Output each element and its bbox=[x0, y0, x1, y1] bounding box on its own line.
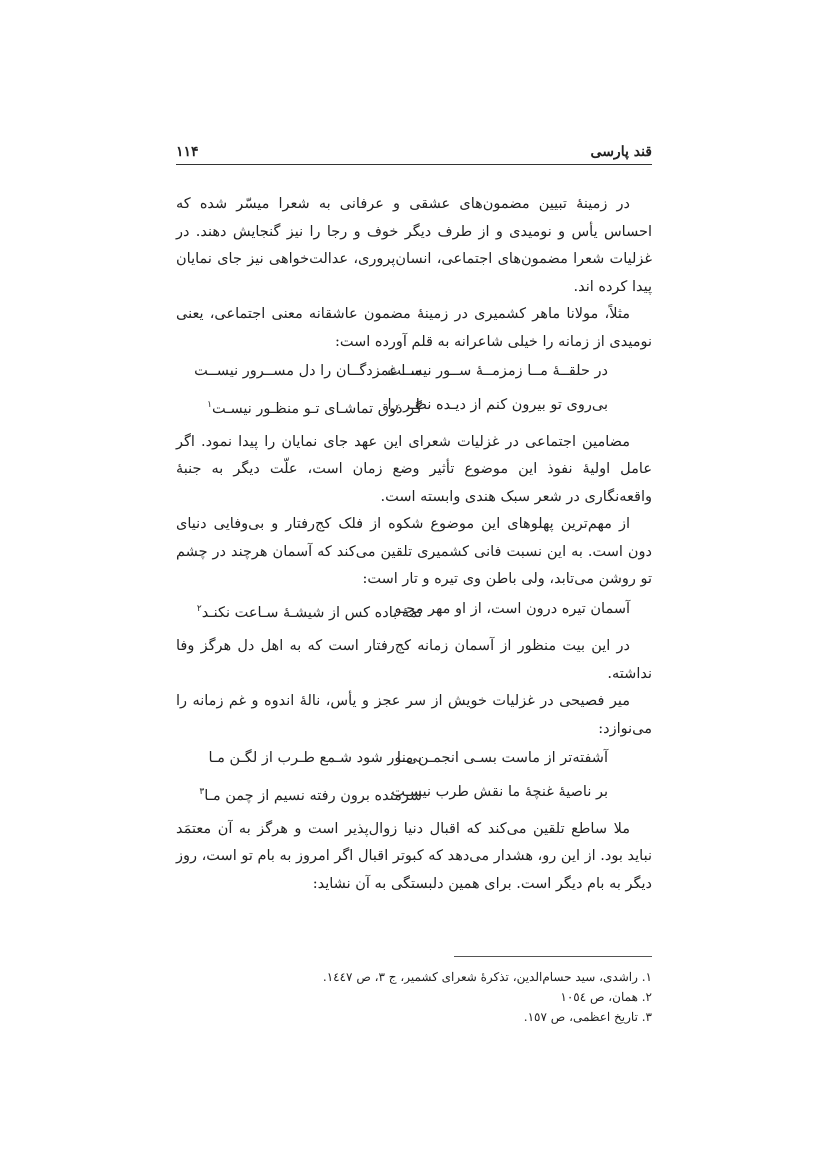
verse-line bbox=[176, 596, 652, 627]
hemistich: مــا غمزدگــان را دل مســرور نیســت bbox=[194, 363, 422, 379]
hemistich: آسمان تیره درون است، از او مهر مجـو bbox=[394, 600, 630, 617]
verse-line bbox=[176, 745, 652, 773]
footnotes bbox=[176, 967, 652, 1027]
verse-line bbox=[176, 779, 652, 810]
paragraph: مثلاً، مولانا ماهر کشمیری در زمینهٔ مضمون عاشقانه معنی اجتماعی، یعنی نومیدی از زمانه را خیلی شاعرانه به قلم آورده است: bbox=[176, 306, 652, 350]
hemistich bbox=[197, 596, 422, 627]
hemistich: آشفته‌تر از ماست بسـی انجمـن مـا bbox=[396, 750, 608, 767]
hemistich-text: شرمنده برون رفته نسیم از چمن مـا bbox=[204, 787, 422, 804]
hemistich bbox=[199, 779, 422, 810]
verse-line bbox=[176, 392, 652, 423]
running-header bbox=[176, 140, 652, 165]
footnote: ۱. راشدی، سید حسام‌الدین، تذکرهٔ شعرای کشمیر، ج ۳، ص ۱٤٤۷. bbox=[322, 970, 652, 985]
hemistich: بی‌روی تو بیرون کنم از دیـده نظـر را bbox=[387, 396, 608, 413]
paragraph: از مهم‌ترین پهلوهای این موضوع شکوه از فلک کج‌رفتار و بی‌وفایی دنیای دون است. به این نسبت فانی کشمیری تلقین می‌کند که آسمان هرچند در چشم تو روشن می‌تابد، ولی باطن وی تیره و تار است: bbox=[176, 516, 652, 588]
footnote: ۳. تاریخ اعظمی، ص ۱٥۷. bbox=[523, 1010, 652, 1025]
paragraph: در این بیت منظور از آسمان زمانه کج‌رفتار است که به اهل دل هرگز وفا نداشته. bbox=[176, 638, 652, 682]
hemistich bbox=[207, 392, 422, 423]
footnote-marker: ۲ bbox=[196, 603, 202, 614]
verse-line bbox=[176, 358, 652, 386]
paragraph: ملا ساطع تلقین می‌کند که اقبال دنیا زوال‌پذیر است و هرگز به آن معتمَد نباید بود. از این رو، هشدار می‌دهد که کبوتر اقبال اگر امروز به بام تو است، روز دیگر به بام دیگر است. برای همین دلبستگی به آن نشاید: bbox=[176, 820, 652, 892]
hemistich: بی‌نور شود شـمع طـرب از لگـن مـا bbox=[208, 750, 422, 767]
book-title: قند پارسی bbox=[590, 144, 652, 160]
paragraph: در زمینهٔ تبیین مضمون‌های عشقی و عرفانی به شعرا میسّر شده که احساس یأس و نومیدی و از طرف دیگر خوف و رجا را نیز گنجایش دهند. در غزلیات شعرا مضمون‌های اجتماعی، انسان‌پروری، عدالت‌خواهی نیز جای نمایان پیدا کرده اند. bbox=[176, 196, 652, 295]
footnote-divider bbox=[454, 956, 652, 957]
paragraph: میر فصیحی در غزلیات خویش از سر عجز و یأس، نالهٔ اندوه و غم زمانه را می‌نوازد: bbox=[176, 693, 652, 737]
page-number: ۱۱۴ bbox=[176, 144, 199, 160]
footnote: ۲. همان، ص ۱۰٥٤ bbox=[560, 990, 652, 1005]
footnote-marker: ۱ bbox=[207, 399, 212, 410]
body-text bbox=[176, 191, 652, 898]
hemistich-text: تمهٔ باده کس از شیشـهٔ سـاعت نکنـد bbox=[201, 604, 422, 621]
document-page bbox=[176, 140, 652, 1027]
hemistich: بر ناصیهٔ غنچهٔ ما نقش طرب نیسـت bbox=[391, 783, 608, 800]
paragraph: مضامین اجتماعی در غزلیات شعرای این عهد جای نمایان را پیدا نمود. اگر عامل اولیهٔ نفوذ این موضوع تأثیر وضع زمان است، علّت دیگر به جنبهٔ واقعه‌نگاری در شعر سبک هندی وابسته است. bbox=[176, 433, 652, 505]
hemistich: در حلقــهٔ مــا زمزمــهٔ ســور نیســت bbox=[387, 363, 608, 379]
footnote-marker: ۳ bbox=[199, 786, 205, 797]
hemistich-text: گر ذوق تماشـای تـو منظـور نیسـت bbox=[211, 400, 422, 417]
